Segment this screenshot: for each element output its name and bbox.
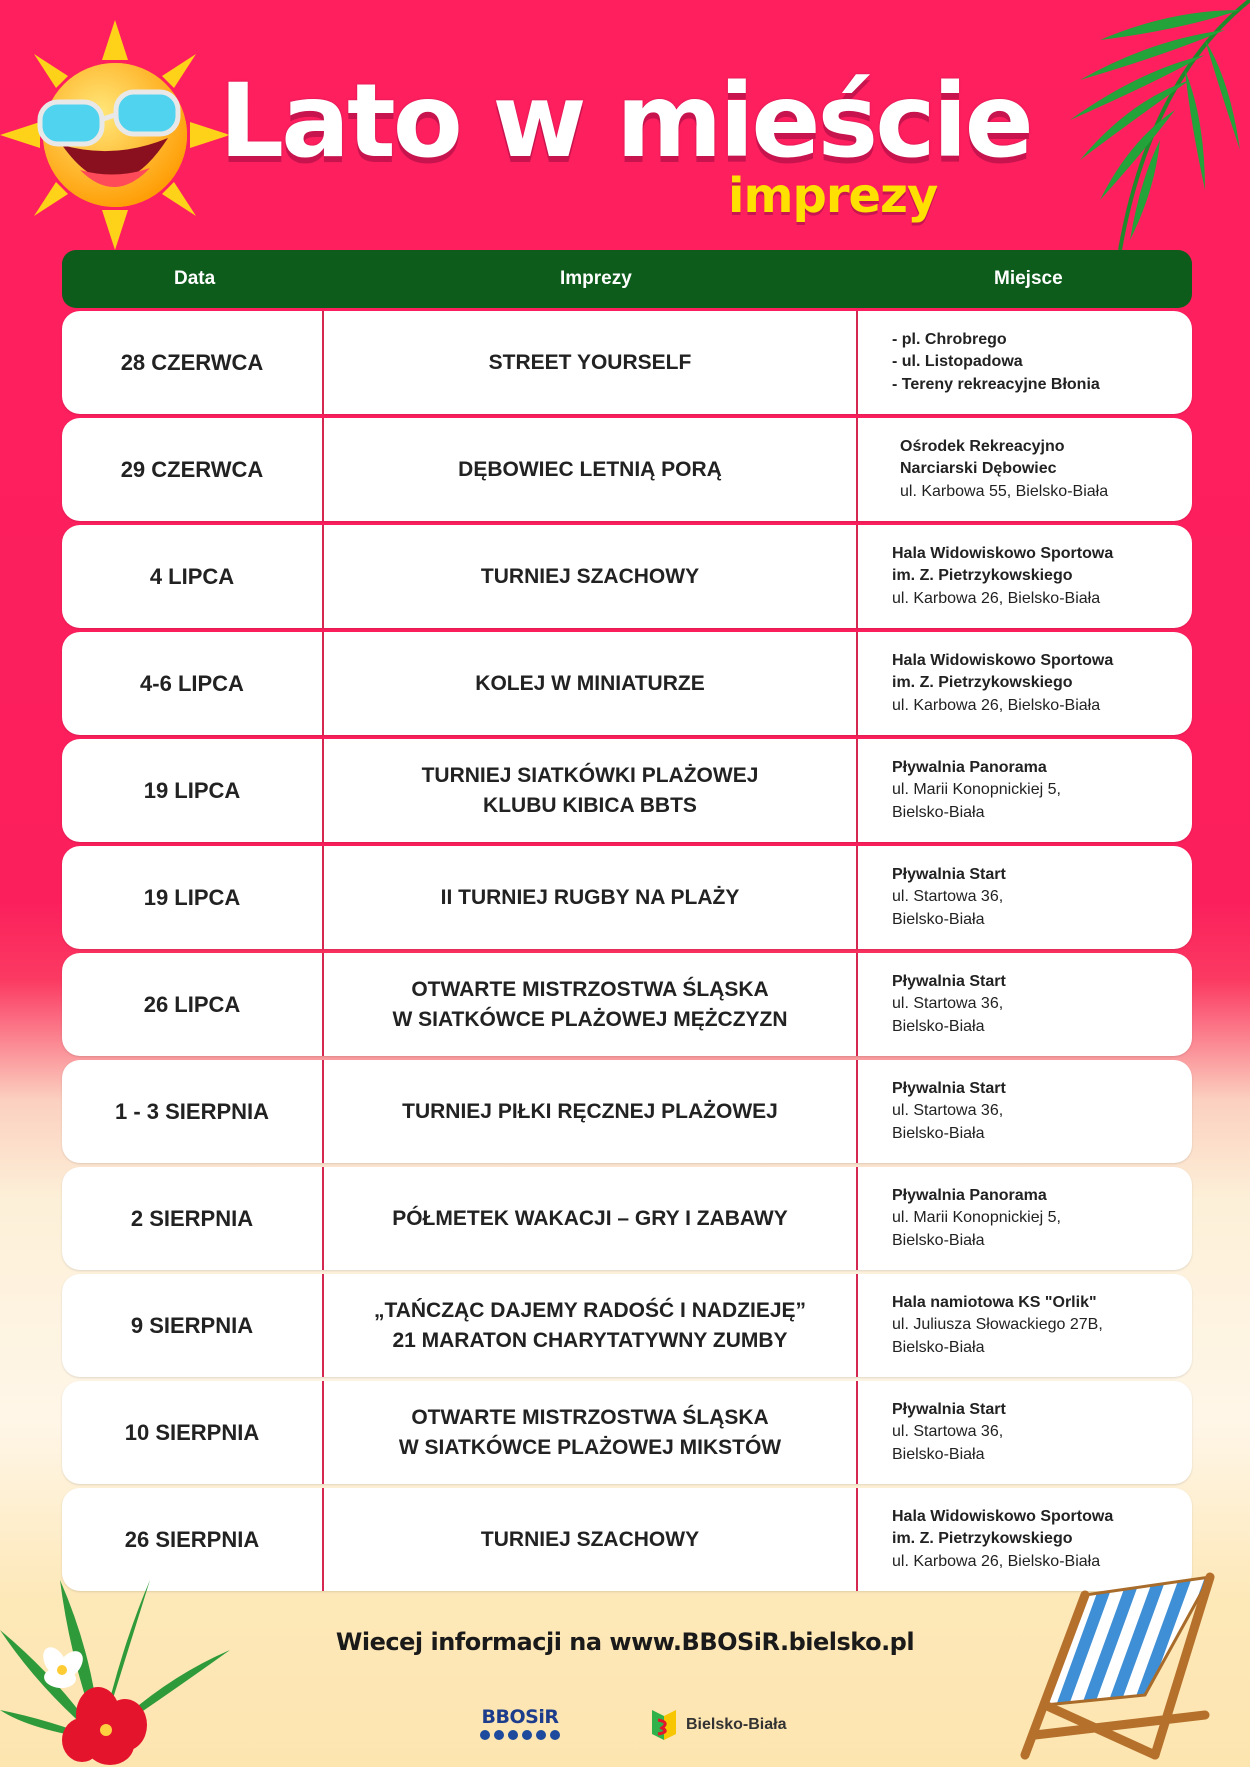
table-row [62, 418, 1192, 521]
event-name [324, 1274, 858, 1377]
bbosir-logo [462, 1706, 578, 1740]
event-name-line: OTWARTE MISTRZOSTWA ŚLĄSKA [411, 1405, 769, 1429]
event-name [324, 525, 858, 628]
event-name-line: W SIATKÓWCE PLAŻOWEJ MĘŻCZYZN [392, 1007, 788, 1031]
event-name-line: II TURNIEJ RUGBY NA PLAŻY [440, 885, 740, 909]
event-name-line: DĘBOWIEC LETNIĄ PORĄ [458, 457, 722, 481]
event-place-line: Bielsko-Biała [892, 1445, 985, 1463]
event-name [324, 1060, 858, 1163]
event-name-line: KLUBU KIBICA BBTS [483, 793, 697, 817]
event-name-line: STREET YOURSELF [488, 350, 692, 374]
table-row [62, 1167, 1192, 1270]
event-place-line: Hala Widowiskowo Sportowa [892, 651, 1114, 669]
event-place-line: ul. Startowa 36, [892, 1102, 1004, 1120]
city-logo [648, 1708, 786, 1742]
event-name-line: PÓŁMETEK WAKACJI – GRY I ZABAWY [392, 1206, 788, 1230]
event-place-line: Bielsko-Biała [892, 803, 985, 821]
event-name-line: TURNIEJ SZACHOWY [480, 1527, 700, 1551]
event-place-line: im. Z. Pietrzykowskiego [892, 1530, 1073, 1548]
event-place [892, 1381, 1187, 1484]
column-header-events: Imprezy [560, 268, 632, 289]
event-place-line: Pływalnia Start [892, 1079, 1006, 1097]
event-name [324, 1167, 858, 1270]
event-place [892, 632, 1187, 735]
event-name-line: OTWARTE MISTRZOSTWA ŚLĄSKA [411, 977, 769, 1001]
event-place-line: ul. Juliusza Słowackiego 27B, [892, 1316, 1103, 1334]
bbosir-logo-icons [462, 1730, 578, 1740]
event-place-line: im. Z. Pietrzykowskiego [892, 674, 1073, 692]
event-place-line: ul. Karbowa 55, Bielsko-Biała [900, 482, 1109, 500]
event-name [324, 1381, 858, 1484]
event-date: 26 LIPCA [62, 953, 324, 1056]
event-place [892, 525, 1187, 628]
event-date: 19 LIPCA [62, 846, 324, 949]
event-date: 29 CZERWCA [62, 418, 324, 521]
event-place [892, 953, 1187, 1056]
table-row [62, 632, 1192, 735]
event-date: 19 LIPCA [62, 739, 324, 842]
event-place [892, 739, 1187, 842]
events-table [62, 311, 1192, 1595]
city-logo-icon [648, 1708, 680, 1742]
table-row [62, 846, 1192, 949]
event-place-line: - Tereny rekreacyjne Błonia [892, 375, 1100, 393]
event-place [892, 1167, 1187, 1270]
event-place-line: ul. Karbowa 26, Bielsko-Biała [892, 589, 1101, 607]
event-date: 10 SIERPNIA [62, 1381, 324, 1484]
event-place-line: ul. Startowa 36, [892, 1423, 1004, 1441]
event-place-line: im. Z. Pietrzykowskiego [892, 567, 1073, 585]
page-subtitle: imprezy [728, 168, 938, 224]
event-name [324, 846, 858, 949]
event-place-line: Bielsko-Biała [892, 1231, 985, 1249]
event-place [892, 846, 1187, 949]
event-name-line: TURNIEJ PIŁKI RĘCZNEJ PLAŻOWEJ [402, 1099, 778, 1123]
event-place-line: Bielsko-Biała [892, 1017, 985, 1035]
event-date: 26 SIERPNIA [62, 1488, 324, 1591]
event-place [892, 311, 1187, 414]
event-place-line: Bielsko-Biała [892, 1338, 985, 1356]
event-place-line: ul. Marii Konopnickiej 5, [892, 781, 1061, 799]
table-row [62, 739, 1192, 842]
event-place [892, 1060, 1187, 1163]
event-place-line: ul. Karbowa 26, Bielsko-Biała [892, 1552, 1101, 1570]
more-info-link[interactable]: Wiecej informacji na www.BBOSiR.bielsko.pl [335, 1628, 915, 1656]
event-place-line: Bielsko-Biała [892, 910, 985, 928]
event-place-line: Pływalnia Panorama [892, 1186, 1047, 1204]
table-row [62, 1381, 1192, 1484]
event-place-line: Hala namiotowa KS "Orlik" [892, 1293, 1097, 1311]
event-date: 9 SIERPNIA [62, 1274, 324, 1377]
event-place-line: Bielsko-Biała [892, 1124, 985, 1142]
event-place-line: Narciarski Dębowiec [900, 460, 1057, 478]
event-place [892, 418, 1187, 521]
event-place-line: ul. Marii Konopnickiej 5, [892, 1209, 1061, 1227]
event-place-line: Pływalnia Start [892, 865, 1006, 883]
table-row [62, 525, 1192, 628]
event-name-line: 21 MARATON CHARYTATYWNY ZUMBY [392, 1328, 788, 1352]
event-name [324, 739, 858, 842]
event-date: 4 LIPCA [62, 525, 324, 628]
event-name [324, 1488, 858, 1591]
column-header-date: Data [174, 268, 216, 289]
event-place-line: Hala Widowiskowo Sportowa [892, 544, 1114, 562]
event-name [324, 311, 858, 414]
table-header [62, 250, 1192, 308]
table-row [62, 1274, 1192, 1377]
event-name-line: W SIATKÓWCE PLAŻOWEJ MIKSTÓW [398, 1435, 782, 1459]
page-title: Lato w mieście [219, 62, 1031, 181]
event-name [324, 418, 858, 521]
event-place-line: ul. Startowa 36, [892, 888, 1004, 906]
table-row [62, 1060, 1192, 1163]
event-date: 4-6 LIPCA [62, 632, 324, 735]
event-date: 1 - 3 SIERPNIA [62, 1060, 324, 1163]
event-name [324, 632, 858, 735]
event-place-line: ul. Startowa 36, [892, 995, 1004, 1013]
event-date: 28 CZERWCA [62, 311, 324, 414]
event-place-line: Hala Widowiskowo Sportowa [892, 1507, 1114, 1525]
event-place-line: Ośrodek Rekreacyjno [900, 437, 1065, 455]
deck-chair-icon [1005, 1565, 1225, 1765]
table-row [62, 311, 1192, 414]
event-name-line: KOLEJ W MINIATURZE [475, 671, 705, 695]
event-name-line: TURNIEJ SZACHOWY [480, 564, 700, 588]
event-place [892, 1274, 1187, 1377]
event-place-line: ul. Karbowa 26, Bielsko-Biała [892, 696, 1101, 714]
city-logo-text: Bielsko-Biała [686, 1716, 787, 1733]
event-name-line: TURNIEJ SIATKÓWKI PLAŻOWEJ [421, 763, 759, 787]
event-place-line: - ul. Listopadowa [892, 353, 1023, 371]
event-date: 2 SIERPNIA [62, 1167, 324, 1270]
event-place-line: Pływalnia Panorama [892, 758, 1047, 776]
event-place-line: Pływalnia Start [892, 972, 1006, 990]
bbosir-logo-text: BBOSiR [481, 1706, 559, 1728]
column-header-place: Miejsce [994, 268, 1063, 289]
event-name [324, 953, 858, 1056]
event-place-line: Pływalnia Start [892, 1400, 1006, 1418]
table-row [62, 953, 1192, 1056]
event-name-line: „TAŃCZĄC DAJEMY RADOŚĆ I NADZIEJĘ” [373, 1298, 807, 1322]
event-place-line: - pl. Chrobrego [892, 330, 1007, 348]
